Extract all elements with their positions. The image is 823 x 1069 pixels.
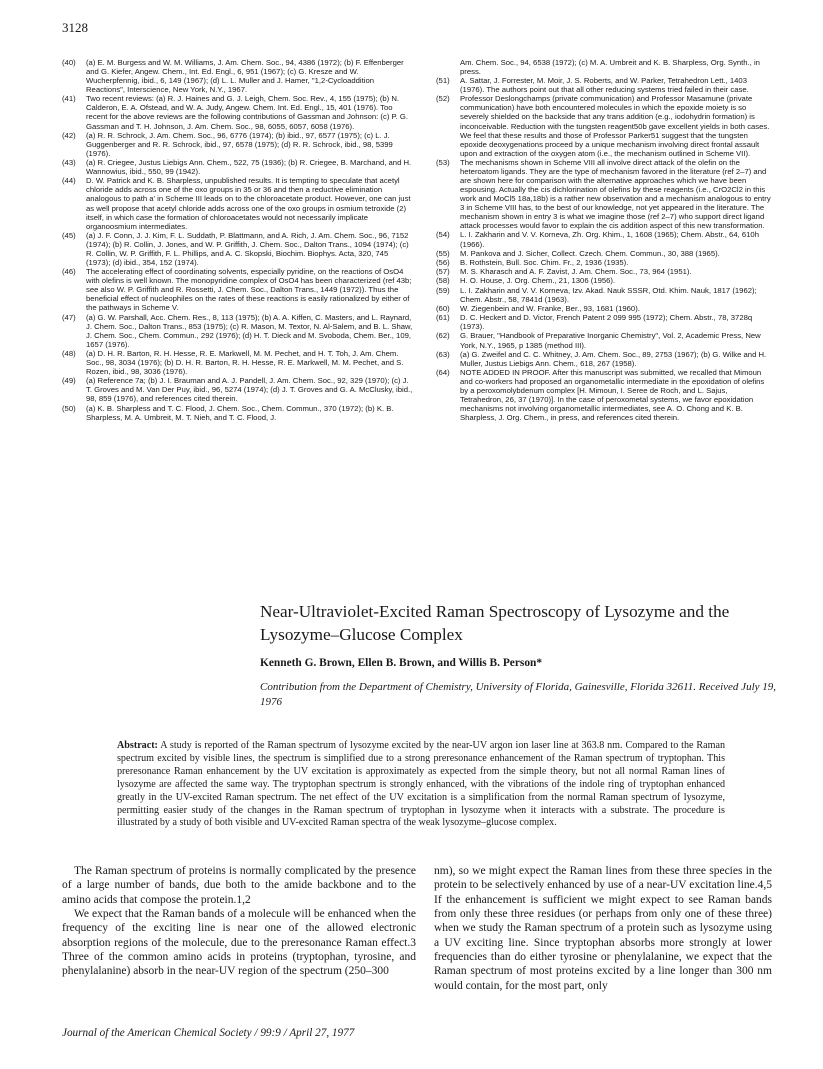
reference-item: [62, 404, 414, 422]
references-left-column: [62, 58, 414, 422]
reference-number: (41): [62, 94, 76, 104]
reference-item: [436, 313, 772, 331]
reference-item: [62, 267, 414, 312]
reference-text: (a) D. H. R. Barton, R. H. Hesse, R. E. Markwell, M. M. Pechet, and H. T. Toh, J. Am. Chem. Soc., 98, 3034 (1976); (b) D. H. R. Barton, R. H. Hesse, R. E. Markwell, M. M. Pechet, and S. Rozen, ibid., 98, 3036 (1976).: [86, 349, 404, 377]
reference-text: M. Pankova and J. Sicher, Collect. Czech. Chem. Commun., 30, 388 (1965).: [460, 248, 720, 258]
journal-footer: Journal of the American Chemical Society / 99:9 / April 27, 1977: [62, 1027, 355, 1039]
reference-text: The mechanisms shown in Scheme VIII all involve direct attack of the olefin on the heteroatom ligands. They are the type of mechanism favored in the literature (ref 2–7) and are shown here for comparison with the alternative approaches which we have been espousing. Actually the cis dichlorination of olefins by these reagents (i.e., CrO2Cl2 in this work and MoCl5 18a,18b) is a rather new observation and a mechanism analogous to entry 3 in Scheme VIII has, to the best of our knowledge, not yet appeared in the literature. The mechanism shown in entry 3 is what we imagine those (ref 2–7) who support direct ligand attack processes would favor to explain the cis addition aspect of this new transformation.: [460, 157, 771, 231]
reference-text: B. Rothstein, Bull. Soc. Chim. Fr., 2, 1936 (1935).: [460, 257, 629, 267]
reference-text: W. Ziegenbein and W. Franke, Ber., 93, 1681 (1960).: [460, 303, 640, 313]
reference-item: [436, 76, 772, 94]
reference-item: [436, 94, 772, 157]
page-number: 3128: [62, 20, 88, 35]
reference-text: (a) J. F. Conn, J. J. Kim, F. L. Suddath, P. Blattmann, and A. Rich, J. Am. Chem. Soc., 96, 7152 (1974); (b) R. Collin, J. Jones, and W. P. Griffith, J. Chem. Soc., Dalton Trans., 1094 (1974); (c) R. Collin, W. P. Griffith, F. L. Phillips, and A. C. Skopski, Biochim. Biophys. Acta, 320, 745 (1973); (d) ibid., 354, 152 (1974).: [86, 230, 409, 267]
abstract-text: A study is reported of the Raman spectrum of lysozyme excited by the near-UV argon ion laser line at 363.8 nm. Compared to the Raman spectrum excited by visible lines, the spectrum is simplified due to a strong preresonance enhancement of the Raman spectrum of tryptophan. This preresonance Raman enhancement by the UV excitation is approximately as expected from the simple theory, but not all normal Raman lines of lysozyme are affected the same way. The tryptophan spectrum is strongly enhanced, with the vibrations of the indole ring of tryptophan enhanced greatly in the UV-excited Raman spectrum. The net effect of the UV excitation is a simplification from the normal Raman spectrum of lysozyme, permitting easier study of the changes in the Raman spectrum of tryptophan in lysozyme when it interacts with a substrate. The procedure is illustrated by a study of both visible and UV-excited Raman spectra of the weak lysozyme–glucose complex.: [117, 740, 725, 829]
reference-number: (59): [436, 285, 450, 295]
reference-item: [436, 276, 772, 285]
reference-number: (53): [436, 157, 450, 167]
reference-number: (64): [436, 368, 450, 378]
reference-text: G. Brauer, "Handbook of Preparative Inorganic Chemistry", Vol. 2, Academic Press, New York, N.Y., 1965, p 1385 (method III).: [460, 331, 761, 350]
abstract: [117, 740, 725, 830]
reference-text: M. S. Kharasch and A. F. Zavist, J. Am. Chem. Soc., 73, 964 (1951).: [460, 267, 692, 277]
reference-item: [62, 131, 414, 158]
reference-text: (a) G. W. Parshall, Acc. Chem. Res., 8, 113 (1975); (b) A. A. Kiffen, C. Masters, and L. Raynard, J. Chem. Soc., Dalton Trans., 853 (1975); (c) R. Mason, M. Textor, N. Al-Salem, and B. L. Shaw, J. Chem. Soc., Chem. Commun., 292 (1976); (d) H. T. Dieck and M. Svoboda, Chem. Ber., 109, 1657 (1976).: [86, 312, 413, 349]
reference-item: [436, 350, 772, 368]
reference-number: (44): [62, 176, 76, 186]
reference-text: (a) G. Zweifel and C. C. Whitney, J. Am. Chem. Soc., 89, 2753 (1967); (b) G. Wilke and H. Muller, Justus Liebigs Ann. Chem., 618, 267 (1958).: [460, 349, 767, 368]
reference-item: [62, 58, 414, 94]
reference-item: [436, 304, 772, 313]
reference-text: A. Sattar, J. Forrester, M. Moir, J. S. Roberts, and W. Parker, Tetrahedron Lett., 1403 (1976). The authors point out that all other reducing systems tried failed in their case.: [460, 76, 749, 95]
reference-item: [62, 376, 414, 403]
reference-continuation: Am. Chem. Soc., 94, 6538 (1972); (c) M. A. Umbreit and K. B. Sharpless, Org. Synth., in press.: [460, 58, 760, 77]
reference-number: (57): [436, 267, 450, 277]
reference-number: (49): [62, 376, 76, 386]
reference-item: [436, 158, 772, 230]
reference-text: L. I. Zakharin and V. V. Korneva, Zh. Org. Khim., 1, 1608 (1965); Chem. Abstr., 64, 610h (1966).: [460, 230, 759, 249]
body-paragraph: The Raman spectrum of proteins is normally complicated by the presence of a large number of bands, due both to the amide backbone and to the amino acids that compose the protein.1,2: [62, 865, 416, 906]
reference-number: (58): [436, 276, 450, 286]
reference-number: (46): [62, 267, 76, 277]
reference-number: (47): [62, 312, 76, 322]
reference-text: Professor Deslongchamps (private communication) and Professor Masamune (private communication) have both encountered molecules in which the epoxide moiety is so severely shielded on the backside that any trans addition (e.g., iodohydrin formation) is inconceivable. Reduction with the tungsten reagent50b gave excellent yields in both cases. We feel that these results and those of Professor Parker51 suggest that the tungsten epoxide deoxygenations proceed by a unique mechanism involving direct frontal assault upon and extraction of the oxygen atom (i.e., the mechanism outlined in Scheme VII).: [460, 94, 770, 158]
article-authors: Kenneth G. Brown, Ellen B. Brown, and Willis B. Person*: [260, 657, 543, 669]
reference-number: (63): [436, 349, 450, 359]
reference-text: (a) K. B. Sharpless and T. C. Flood, J. Chem. Soc., Chem. Commun., 370 (1972); (b) K. B. Sharpless, M. A. Umbreit, M. T. Nieh, and T. C. Flood, J.: [86, 403, 394, 422]
reference-item: [436, 249, 772, 258]
reference-text: (a) R. Criegee, Justus Liebigs Ann. Chem., 522, 75 (1936); (b) R. Criegee, B. Marchand, and H. Wannowius, ibid., 550, 99 (1942).: [86, 158, 412, 177]
reference-item: [436, 258, 772, 267]
reference-text: L. I. Zakharin and V. V. Korneva, Izv. Akad. Nauk SSSR, Otd. Khim. Nauk, 1817 (1962); Chem. Abstr., 58, 7841d (1963).: [460, 285, 757, 304]
reference-item: [62, 231, 414, 267]
reference-item: [436, 267, 772, 276]
reference-item: [62, 313, 414, 349]
reference-number: (56): [436, 257, 450, 267]
reference-text: (a) R. R. Schrock, J. Am. Chem. Soc., 96, 6776 (1974); (b) ibid., 97, 6577 (1975); (c) L. J. Guggenberger and R. R. Schrock, ibid., 97, 6578 (1975); (d) R. R. Schrock, ibid., 98, 5399 (1976).: [86, 130, 393, 158]
reference-number: (48): [62, 349, 76, 358]
reference-number: (54): [436, 230, 450, 240]
body-left-column: [62, 864, 416, 979]
reference-number: (62): [436, 331, 450, 341]
reference-text: Two recent reviews: (a) R. J. Haines and G. J. Leigh, Chem. Soc. Rev., 4, 155 (1975); (b) N. Calderon, E. A. Ofstead, and W. A. Judy, Angew. Chem. Int. Ed. Engl., 15, 401 (1976). Too recent for the above reviews are the following contributions of Gassman and Johnson: (c) P. G. Gassman and T. H. Johnson, J. Am. Chem. Soc., 98, 6055, 6057, 6058 (1976).: [86, 94, 409, 131]
reference-number: (43): [62, 158, 76, 168]
reference-text: (a) Reference 7a; (b) J. I. Brauman and A. J. Pandell, J. Am. Chem. Soc., 92, 329 (1970); (c) J. T. Groves and M. Van Der Puy, ibid., 96, 5274 (1974); (d) J. T. Groves and G. A. McClusky, ibid., 98, 859 (1976), and references cited therein.: [86, 376, 413, 404]
reference-number: (40): [62, 58, 76, 67]
reference-text: (a) E. M. Burgess and W. M. Williams, J. Am. Chem. Soc., 94, 4386 (1972); (b) F. Effenberger and G. Kiefer, Angew. Chem., Int. Ed. Engl., 6, 951 (1967); (c) G. Kresze and W. Wucherpfennig, ibid., 6, 149 (1967); (d) L. L. Muller and J. Hamer, "1,2-Cycloaddition Reactions", Interscience, New York, N.Y., 1967.: [86, 58, 404, 95]
article-title: Near-Ultraviolet-Excited Raman Spectroscopy of Lysozyme and the Lysozyme–Glucose Complex: [260, 602, 730, 644]
body-right-column: [434, 864, 772, 993]
reference-number: (55): [436, 248, 450, 258]
reference-number: (60): [436, 303, 450, 313]
reference-text: H. O. House, J. Org. Chem., 21, 1306 (1956).: [460, 276, 616, 286]
reference-number: (45): [62, 230, 76, 240]
reference-text: D. W. Patrick and K. B. Sharpless, unpublished results. It is tempting to speculate that acetyl chloride adds across one of the oxo groups in 35 or 36 and then a reductive elimination analogous to path a' in Scheme III leads on to the chloroacetate product. However, one can just as well propose that acetyl chloride adds across one of the oxo groups in osmium tetroxide (2) itself, in which case the formation of chloroacetates would not necessarily implicate organoosmium intermediates.: [86, 176, 411, 231]
reference-item: [62, 176, 414, 230]
reference-number: (42): [62, 130, 76, 140]
references-right-column: [436, 58, 772, 423]
reference-number: (52): [436, 94, 450, 104]
reference-number: (50): [62, 403, 76, 413]
reference-item: [62, 94, 414, 130]
body-paragraph: nm), so we might expect the Raman lines from these three species in the protein to be selectively enhanced by use of a near-UV excitation line.4,5 If the enhancement is sufficient we might expect to see Raman bands from only these three residues (or perhaps from only one of these three) when we study the Raman spectrum of a protein such as lysozyme using a UV exciting line. Since tryptophan absorbs more strongly at lower frequencies than do either tyrosine or phenylalanine, we expect that the Raman spectrum of most proteins excited by a line longer than 300 nm would contain, for the most part, only: [434, 865, 772, 992]
reference-number: (51): [436, 76, 450, 86]
reference-item: [62, 158, 414, 176]
reference-item: [436, 331, 772, 349]
reference-text: D. C. Heckert and D. Victor, French Patent 2 099 995 (1972); Chem. Abstr., 78, 3728q (1973).: [460, 313, 753, 332]
article-affiliation: Contribution from the Department of Chemistry, University of Florida, Gainesville, Florida 32611. Received July 19, 1976: [260, 681, 777, 708]
reference-text: NOTE ADDED IN PROOF. After this manuscript was submitted, we recalled that Mimoun and co-workers had proposed an organometallic intermediate in the epoxidation of olefins by a peroxomolybdenum complex [H. Mimoun, I. Seree de Roch, and L. Sajus, Tetrahedron, 26, 37 (1970)]. In the case of peroxometal systems, we favor epoxidation mechanisms not involving organometallic intermediates, see A. O. Chong and K. B. Sharpless, J. Org. Chem., in press, and references cited therein.: [460, 368, 765, 423]
reference-number: (61): [436, 313, 450, 323]
reference-item: [436, 286, 772, 304]
body-paragraph: We expect that the Raman bands of a molecule will be enhanced when the frequency of the exciting line is near one of the allowed electronic absorption regions of the molecule, due to the preresonance Raman effect.3 Three of the common amino acids in proteins (tryptophan, tyrosine, and phenylalanine) absorb in the near-UV region of the spectrum (250–300: [62, 908, 416, 978]
reference-item: [436, 230, 772, 248]
reference-item: [62, 349, 414, 376]
reference-text: The accelerating effect of coordinating solvents, especially pyridine, on the reactions of OsO4 with olefins is well known. The monopyridine complex of OsO4 has been characterized (ref 43b; see also W. P. Griffith and R. Rossetti, J. Chem. Soc., Dalton Trans., 1449 (1972)). Thus the beneficial effect of nucleophiles on the rates of these reactions is easily rationalized by either of the pathways in Scheme V.: [86, 267, 412, 313]
abstract-label: Abstract:: [117, 740, 158, 751]
reference-item: [436, 368, 772, 422]
